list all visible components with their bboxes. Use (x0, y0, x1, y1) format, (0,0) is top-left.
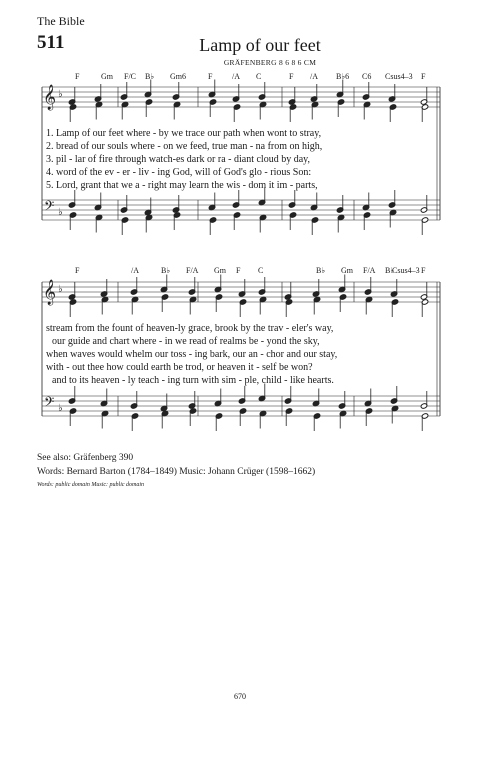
chord: F/A (363, 266, 376, 275)
key-signature-flat: ♭ (58, 207, 63, 218)
chord: F (421, 72, 426, 81)
chord: B♭ (161, 266, 171, 275)
hymn-number: 511 (37, 32, 65, 53)
chord: F (208, 72, 213, 81)
book-header: The Bible (37, 14, 85, 28)
chord: F/C (124, 72, 137, 81)
verse-5-line-2: and to its heaven - ly teach - ing turn with sim - ple, child - like hearts. (52, 375, 334, 386)
page-number: 670 (234, 692, 246, 701)
chord: B♭ (316, 266, 326, 275)
bass-clef: 𝄢 (44, 198, 55, 217)
words-music-credit: Words: Bernard Barton (1784–1849) Music: Johann Crüger (1598–1662) (37, 467, 316, 477)
verse-2-line-2: our guide and chart where - in we read of realms be - yond the sky, (52, 336, 320, 347)
verse-4-line-2: with - out thee how could earth be trod, or heaven it - self be won? (46, 362, 313, 373)
chord: /A (232, 72, 240, 81)
chord: C6 (362, 72, 372, 81)
chord: /A (131, 266, 139, 275)
chord: F (421, 266, 426, 275)
chord: C (258, 266, 264, 275)
tune-name: GRÄFENBERG 8 6 8 6 CM (223, 58, 317, 67)
key-signature-flat: ♭ (58, 403, 63, 414)
chord: B♭ (145, 72, 155, 81)
verse-2-line-1: 2. bread of our souls where - on we feed, true man - na from on high, (46, 141, 323, 152)
chord: B♭6 (336, 72, 350, 81)
verse-1-line-2: stream from the fount of heaven-ly grace, brook by the trav - eler's way, (46, 323, 334, 334)
chord: Gm6 (170, 72, 186, 81)
treble-clef: 𝄞 (43, 280, 57, 305)
verse-3-line-1: 3. pil - lar of fire through watch-es dark or ra - diant cloud by day, (46, 154, 310, 165)
chord: F (75, 72, 80, 81)
verse-3-line-2: when waves would whelm our toss - ing bark, our an - chor and our stay, (46, 349, 338, 360)
chord: Csus4–3 (392, 266, 420, 275)
chord: Gm (214, 266, 226, 275)
chord: Gm (341, 266, 353, 275)
chord: C (256, 72, 262, 81)
chord: /A (310, 72, 318, 81)
key-signature-flat: ♭ (58, 284, 63, 295)
verse-5-line-1: 5. Lord, grant that we a - right may learn the wis - dom it im - parts, (46, 180, 318, 191)
hymn-title: Lamp of our feet (199, 35, 321, 55)
chord: F (289, 72, 294, 81)
treble-clef: 𝄞 (43, 85, 57, 110)
verse-1-line-1: 1. Lamp of our feet where - by we trace our path when wont to stray, (46, 128, 322, 139)
chord: F (236, 266, 241, 275)
chord: Gm (101, 72, 113, 81)
verse-4-line-1: 4. word of the ev - er - liv - ing God, will of God's glo - rious Son: (46, 167, 312, 178)
chord: Csus4–3 (385, 72, 413, 81)
chord: F (75, 266, 80, 275)
chord: B♭ (385, 266, 395, 275)
key-signature-flat: ♭ (58, 89, 63, 100)
copyright-note: Words: public domain Music: public domain (37, 482, 145, 488)
chord: F/A (186, 266, 199, 275)
see-also: See also: Gräfenberg 390 (37, 453, 134, 463)
bass-clef: 𝄢 (44, 394, 55, 413)
